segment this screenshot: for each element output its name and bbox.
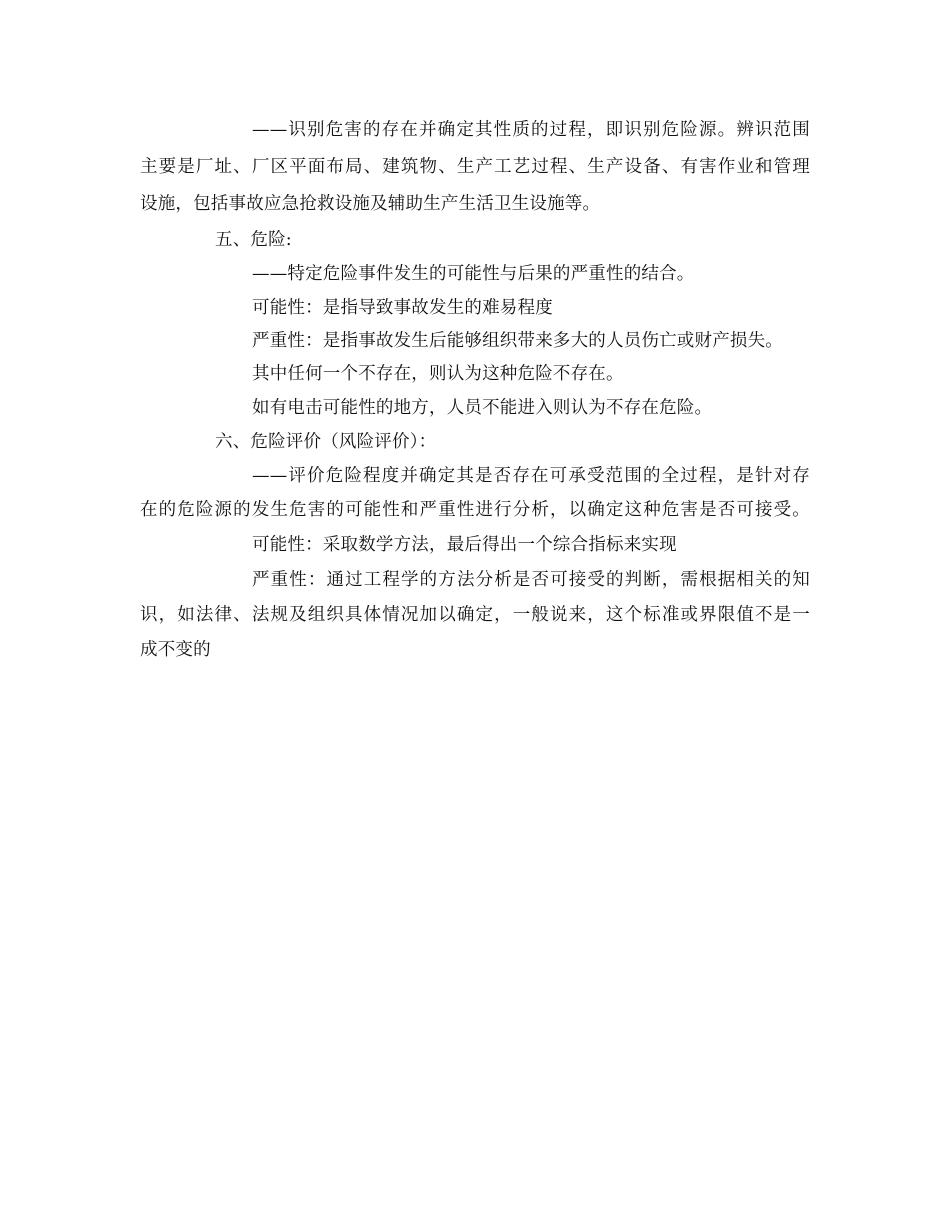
section-heading-6: 六、危险评价（风险评价）： [215, 432, 437, 452]
evaluation-severity-line-2: 识，如法律、法规及组织具体情况加以确定，一般说来，这个标准或界限值不是一 [140, 605, 810, 625]
paragraph-line-1: ——识别危害的存在并确定其性质的过程，即识别危险源。辨识范围 [252, 120, 810, 140]
evaluation-line-1: ——评价危险程度并确定其是否存在可承受范围的全过程，是针对存 [252, 466, 810, 486]
evaluation-severity-line-3: 成不变的 [140, 640, 211, 660]
possibility-line: 可能性：是指导致事故发生的难易程度 [252, 298, 553, 318]
paragraph-line-2: 主要是厂址、厂区平面布局、建筑物、生产工艺过程、生产设备、有害作业和管理 [140, 157, 810, 177]
evaluation-severity-line-1: 严重性：通过工程学的方法分析是否可接受的判断，需根据相关的知 [252, 570, 810, 590]
paragraph-line-3: 设施，包括事故应急抢救设施及辅助生产生活卫生设施等。 [140, 194, 601, 214]
definition-line: ——特定危险事件发生的可能性与后果的严重性的结合。 [252, 264, 695, 284]
severity-line: 严重性：是指事故发生后能够组织带来多大的人员伤亡或财产损失。 [252, 331, 783, 351]
section-heading-5: 五、危险: [215, 230, 292, 250]
example-line: 如有电击可能性的地方，人员不能进入则认为不存在危险。 [252, 398, 713, 418]
evaluation-line-2: 在的危险源的发生危害的可能性和严重性进行分析，以确定这种危害是否可接受。 [140, 500, 810, 520]
evaluation-possibility-line: 可能性：采取数学方法，最后得出一个综合指标来实现 [252, 535, 677, 555]
condition-line: 其中任何一个不存在，则认为这种危险不存在。 [252, 364, 624, 384]
